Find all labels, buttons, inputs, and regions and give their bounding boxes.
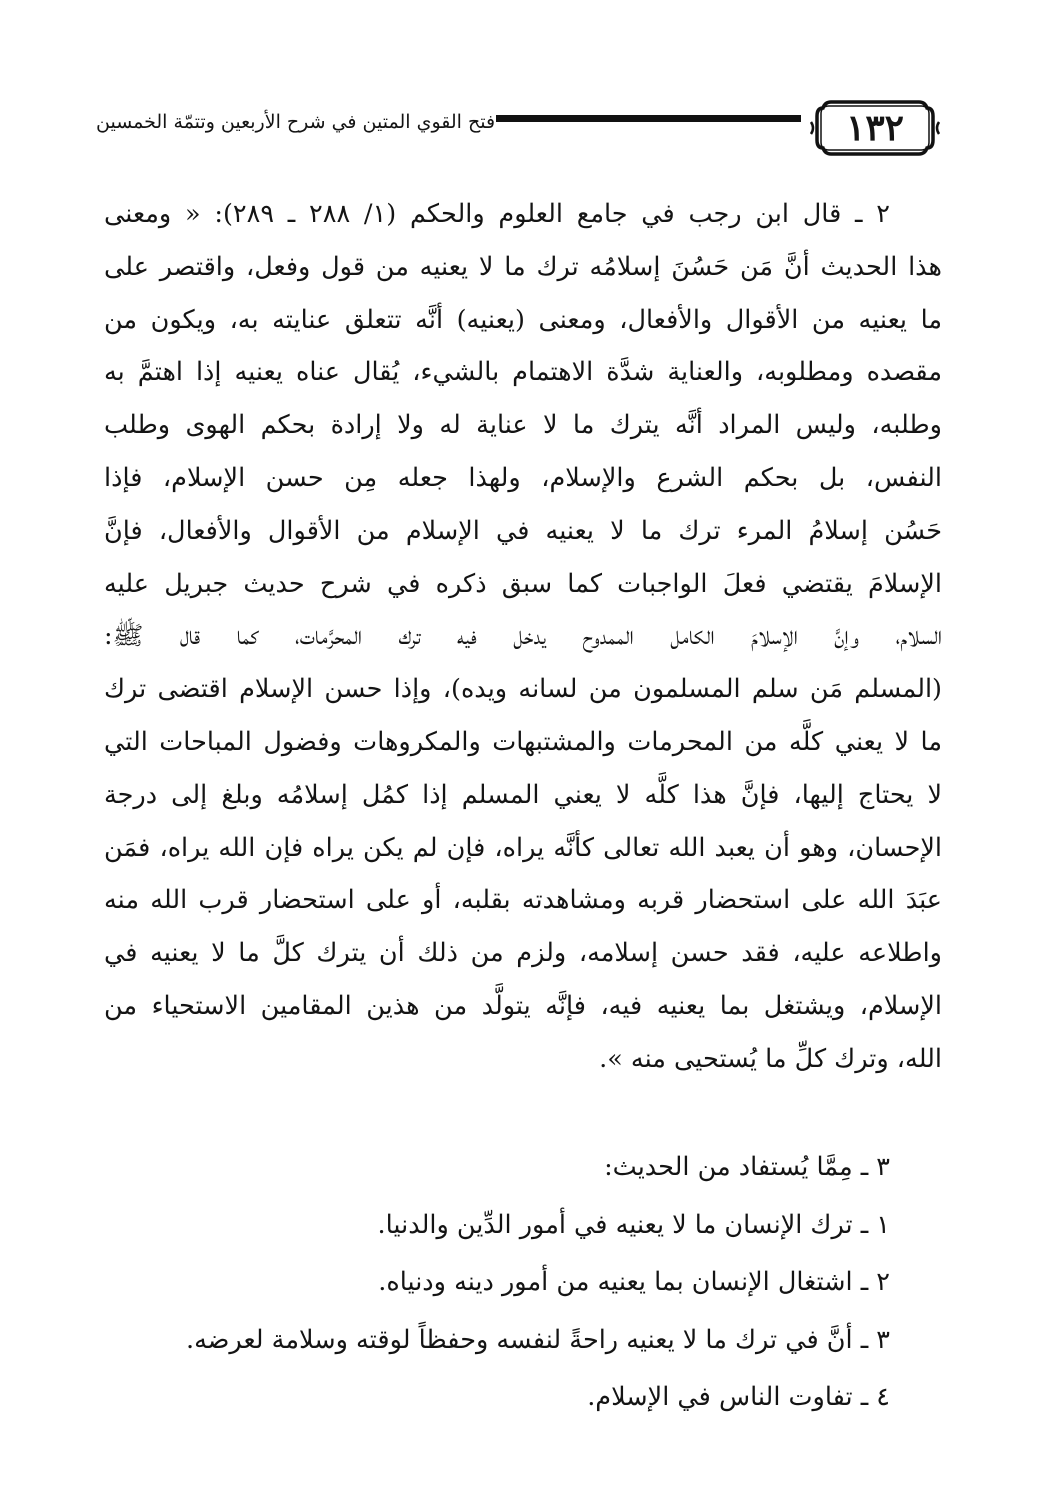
benefits-heading: ٣ ـ مِمَّا يُستفاد من الحديث: [604, 1152, 890, 1182]
text-line: الإحسان، وهو أن يعبد الله تعالى كأنَّه يراه، فإن لم يكن يراه فإن الله يراه، فمَن [104, 832, 942, 863]
quote-paragraph [104, 188, 942, 1086]
running-header [96, 96, 941, 162]
text-line: ٢ ـ قال ابن رجب في جامع العلوم والحكم (١/ ٢٨٨ ـ ٢٨٩): « ومعنى [104, 199, 890, 229]
benefit-item: ٣ ـ أنَّ في ترك ما لا يعنيه راحةً لنفسه وحفظاً لوقته وسلامة لعرضه. [186, 1324, 890, 1355]
text-line: عبَدَ الله على استحضار قربه ومشاهدته بقلبه، أو على استحضار قرب الله منه [104, 885, 942, 916]
text-line: مقصده ومطلوبه، والعناية شدَّة الاهتمام بالشيء، يُقال عناه يعنيه إذا اهتمَّ به [104, 357, 942, 388]
benefit-item: ١ ـ ترك الإنسان ما لا يعنيه في أمور الدِّين والدنيا. [377, 1209, 890, 1240]
page-number: ١٣٢ [845, 107, 904, 149]
benefit-item: ٤ ـ تفاوت الناس في الإسلام. [587, 1382, 890, 1412]
text-line: السلام، وإنَّ الإسلامَ الكامل الممدوح يدخل فيه ترك المحرَّمات، كما قال ﷺ: [104, 621, 942, 652]
page-number-frame [809, 96, 941, 160]
benefits-section [130, 1139, 890, 1427]
text-line: واطلاعه عليه، فقد حسن إسلامه، ولزم من ذلك أن يترك كلَّ ما لا يعنيه في [104, 938, 942, 969]
text-line: الإسلام، ويشتغل بما يعنيه فيه، فإنَّه يتولَّد من هذين المقامين الاستحياء من [104, 990, 942, 1021]
text-line: (المسلم مَن سلم المسلمون من لسانه ويده)، وإذا حسن الإسلام اقتضى ترك [104, 674, 942, 705]
text-line: هذا الحديث أنَّ مَن حَسُنَ إسلامُه ترك ما لا يعنيه من قول وفعل، واقتصر على [104, 251, 942, 282]
text-line: وطلبه، وليس المراد أنَّه يترك ما لا عناية له ولا إرادة بحكم الهوى وطلب [104, 410, 942, 441]
header-rule [496, 115, 801, 122]
text-line: الإسلامَ يقتضي فعلَ الواجبات كما سبق ذكره في شرح حديث جبريل عليه [104, 568, 942, 599]
text-line: ما يعنيه من الأقوال والأفعال، ومعنى (يعنيه) أنَّه تتعلق عنايته به، ويكون من [104, 304, 942, 335]
text-line: ما لا يعني كلَّه من المحرمات والمشتبهات والمكروهات وفضول المباحات التي [104, 726, 942, 757]
book-title: فتح القوي المتين في شرح الأربعين وتتمّة الخمسين [96, 111, 496, 133]
benefit-item: ٢ ـ اشتغال الإنسان بما يعنيه من أمور دينه ودنياه. [378, 1267, 890, 1297]
text-line: الله، وترك كلِّ ما يُستحيى منه ». [599, 1043, 942, 1074]
text-line: حَسُن إسلامُ المرء ترك ما لا يعنيه في الإسلام من الأقوال والأفعال، فإنَّ [104, 515, 942, 546]
text-line: لا يحتاج إليها، فإنَّ هذا كلَّه لا يعني المسلم إذا كمُل إسلامُه وبلغ إلى درجة [104, 779, 942, 810]
text-line: النفس، بل بحكم الشرع والإسلام، ولهذا جعله مِن حسن الإسلام، فإذا [104, 462, 942, 493]
